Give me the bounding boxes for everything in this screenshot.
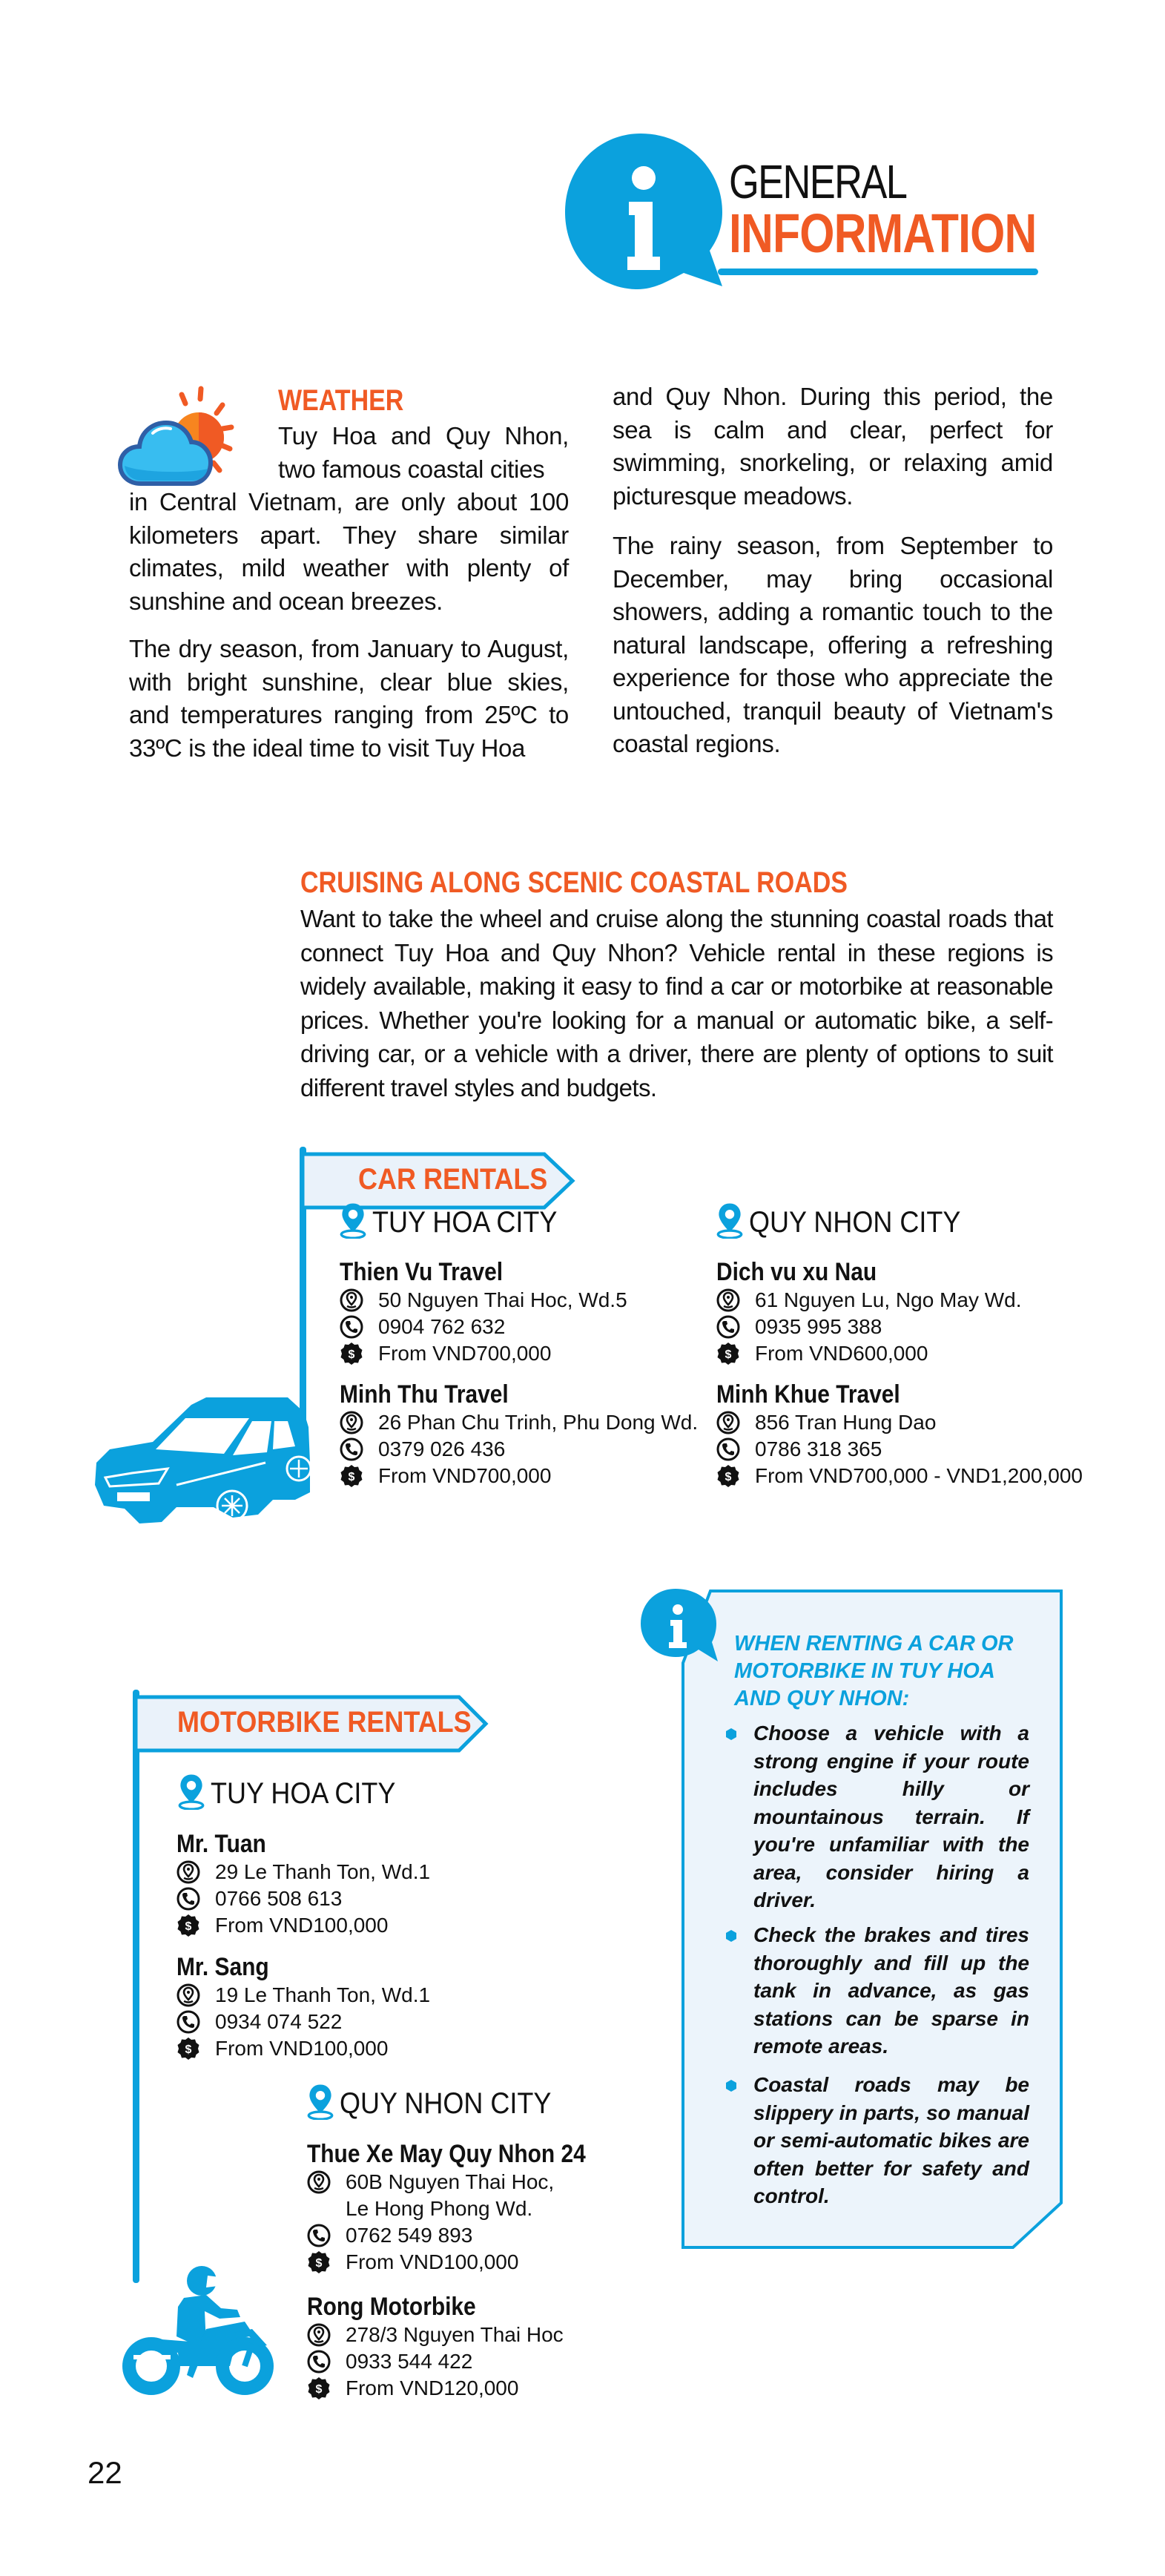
tip-item bbox=[725, 1719, 1029, 1914]
sun-behind-cloud-icon bbox=[111, 378, 260, 490]
city-name: QUY NHON CITY bbox=[340, 2087, 552, 2120]
address-text: 29 Le Thanh Ton, Wd.1 bbox=[215, 1860, 431, 1883]
address-row bbox=[340, 1409, 698, 1436]
phone-icon bbox=[307, 2350, 331, 2374]
address-row bbox=[176, 1859, 430, 1885]
address-pin-icon bbox=[716, 1411, 740, 1434]
motorbike-city-quy-nhon bbox=[307, 2083, 575, 2120]
info-speech-bubble-icon bbox=[635, 1583, 724, 1664]
phone-text[interactable]: 0379 026 436 bbox=[378, 1437, 506, 1460]
page-title-line1: GENERAL bbox=[729, 155, 907, 208]
tip-text: Coastal roads may be slippery in parts, so manual or semi-automatic bikes are often better for safety and control. bbox=[753, 2073, 1029, 2207]
business-entry bbox=[716, 1380, 1083, 1489]
phone-row bbox=[307, 2222, 624, 2249]
address-text: 61 Nguyen Lu, Ngo May Wd. bbox=[755, 1288, 1022, 1311]
weather-paragraph-dry-season: The dry season, from January to August, with bright sunshine, clear blue skies, and temperatures ranging from 25ºC to 33ºC is the ideal time to visit Tuy Hoa bbox=[129, 635, 569, 762]
tip-text: Check the brakes and tires thoroughly and fill up the tank in advance, as gas stations can be sparse in remote areas. bbox=[753, 1923, 1029, 2058]
tip-item bbox=[725, 2071, 1029, 2210]
price-text: From VND600,000 bbox=[755, 1342, 928, 1365]
cruising-heading: CRUISING ALONG SCENIC COASTAL ROADS bbox=[300, 866, 848, 899]
price-row bbox=[176, 2035, 430, 2062]
phone-row bbox=[716, 1314, 1022, 1340]
info-speech-bubble-icon bbox=[558, 125, 728, 295]
car-icon bbox=[88, 1381, 325, 1529]
location-pin-icon bbox=[340, 1202, 366, 1239]
location-pin-icon bbox=[307, 2083, 334, 2120]
phone-row bbox=[176, 1885, 430, 1912]
price-badge-icon bbox=[716, 1342, 740, 1366]
motorbike-rider-icon bbox=[119, 2262, 278, 2403]
cruising-paragraph: Want to take the wheel and cruise along the stunning coastal roads that connect Tuy Hoa and Quy Nhon? Vehicle rental in these regions is widely available, making it easy to find a car or motorbike at reasonable prices. Whether you're looking for a manual or automatic bike, a self-driving car, or a vehicle with a driver, there are plenty of options to suit different travel styles and budgets. bbox=[300, 905, 1053, 1101]
address-pin-icon bbox=[307, 2170, 331, 2194]
car-city-quy-nhon bbox=[716, 1202, 984, 1239]
business-entry bbox=[307, 2292, 564, 2402]
phone-icon bbox=[716, 1437, 740, 1461]
tips-heading: WHEN RENTING A CAR OR MOTORBIKE IN TUY HOA AND QUY NHON: bbox=[734, 1632, 1014, 1710]
price-row bbox=[716, 1463, 1083, 1489]
address-text: 50 Nguyen Thai Hoc, Wd.5 bbox=[378, 1288, 627, 1311]
weather-paragraph-intro: Tuy Hoa and Quy Nhon, two famous coastal cities bbox=[278, 422, 569, 483]
phone-text[interactable]: 0762 549 893 bbox=[346, 2224, 473, 2247]
weather-heading: WEATHER bbox=[278, 384, 404, 417]
business-name: Minh Khue Travel bbox=[716, 1380, 900, 1409]
address-text: 278/3 Nguyen Thai Hoc bbox=[346, 2323, 564, 2346]
tip-text: Choose a vehicle with a strong engine if your route includes hilly or mountainous terrain. If you're unfamiliar with the area, consider hiring a driver. bbox=[753, 1722, 1029, 1911]
address-text: 19 Le Thanh Ton, Wd.1 bbox=[215, 1983, 431, 2006]
price-badge-icon bbox=[176, 2037, 200, 2061]
business-entry bbox=[340, 1257, 627, 1367]
hexagon-bullet-icon bbox=[725, 2080, 737, 2092]
price-text: From VND700,000 - VND1,200,000 bbox=[755, 1464, 1083, 1487]
business-entry bbox=[176, 1829, 430, 1939]
weather-paragraph-rainy-season: The rainy season, from September to December, may bring occasional showers, adding a romantic touch to the natural landscape, offering a refreshing experience for those who appreciate the untouched, tranquil beauty of Vietnam's coastal regions. bbox=[613, 532, 1053, 757]
hexagon-bullet-icon bbox=[725, 1728, 737, 1740]
price-badge-icon bbox=[340, 1342, 363, 1366]
price-row bbox=[176, 1912, 430, 1939]
hexagon-bullet-icon bbox=[725, 1930, 737, 1942]
phone-text[interactable]: 0933 544 422 bbox=[346, 2350, 473, 2373]
location-pin-icon bbox=[178, 1773, 205, 1810]
location-pin-icon bbox=[716, 1202, 743, 1239]
city-name: TUY HOA CITY bbox=[372, 1206, 558, 1239]
address-pin-icon bbox=[716, 1288, 740, 1312]
address-row bbox=[340, 1287, 627, 1314]
phone-icon bbox=[716, 1315, 740, 1339]
business-name: Mr. Tuan bbox=[176, 1830, 266, 1858]
city-name: TUY HOA CITY bbox=[211, 1777, 396, 1810]
address-pin-icon bbox=[176, 1860, 200, 1884]
address-row bbox=[716, 1287, 1022, 1314]
phone-icon bbox=[176, 1887, 200, 1911]
phone-text[interactable]: 0766 508 613 bbox=[215, 1887, 343, 1910]
price-text: From VND700,000 bbox=[378, 1342, 552, 1365]
price-text: From VND120,000 bbox=[346, 2376, 519, 2399]
price-row bbox=[307, 2375, 564, 2402]
phone-icon bbox=[340, 1437, 363, 1461]
business-name: Mr. Sang bbox=[176, 1953, 269, 1981]
price-text: From VND100,000 bbox=[215, 2037, 389, 2060]
weather-paragraph-dry-season-cont: and Quy Nhon. During this period, the sea is calm and clear, perfect for swimming, snorkeling, or relaxing amid picturesque meadows. bbox=[613, 383, 1053, 510]
address-pin-icon bbox=[307, 2323, 331, 2347]
weather-paragraph-intro-cont: in Central Vietnam, are only about 100 kilometers apart. They share similar climates, mild weather with plenty of sunshine and ocean breezes. bbox=[129, 488, 569, 615]
business-name: Rong Motorbike bbox=[307, 2293, 476, 2321]
price-badge-icon bbox=[307, 2250, 331, 2274]
address-text: 60B Nguyen Thai Hoc, Le Hong Phong Wd. bbox=[346, 2170, 555, 2220]
price-badge-icon bbox=[716, 1464, 740, 1488]
car-rentals-label: CAR RENTALS bbox=[358, 1163, 548, 1196]
price-badge-icon bbox=[176, 1914, 200, 1937]
phone-row bbox=[307, 2348, 564, 2375]
business-entry bbox=[307, 2139, 624, 2276]
business-entry bbox=[716, 1257, 1022, 1367]
address-pin-icon bbox=[340, 1288, 363, 1312]
price-row bbox=[716, 1340, 1022, 1367]
car-city-tuy-hoa bbox=[340, 1202, 578, 1239]
title-underline bbox=[718, 269, 1038, 275]
phone-row bbox=[176, 2009, 430, 2035]
price-badge-icon bbox=[307, 2376, 331, 2400]
phone-text[interactable]: 0904 762 632 bbox=[378, 1315, 506, 1338]
price-row bbox=[307, 2249, 624, 2276]
address-text: 856 Tran Hung Dao bbox=[755, 1411, 937, 1434]
business-name: Thien Vu Travel bbox=[340, 1258, 504, 1286]
business-name: Thue Xe May Quy Nhon 24 bbox=[307, 2140, 586, 2168]
motorbike-rentals-sign bbox=[136, 1695, 490, 1753]
price-text: From VND700,000 bbox=[378, 1464, 552, 1487]
page-number: 22 bbox=[88, 2455, 122, 2490]
price-text: From VND100,000 bbox=[346, 2250, 519, 2273]
phone-row bbox=[340, 1314, 627, 1340]
phone-icon bbox=[176, 2010, 200, 2034]
address-row bbox=[307, 2322, 564, 2348]
phone-text[interactable]: 0934 074 522 bbox=[215, 2010, 343, 2033]
page-title-line2: INFORMATION bbox=[729, 202, 1037, 264]
motorbike-city-tuy-hoa bbox=[178, 1773, 416, 1810]
phone-icon bbox=[340, 1315, 363, 1339]
phone-row bbox=[716, 1436, 1083, 1463]
city-name: QUY NHON CITY bbox=[749, 1206, 961, 1239]
motorbike-rentals-label: MOTORBIKE RENTALS bbox=[177, 1706, 472, 1739]
phone-text[interactable]: 0786 318 365 bbox=[755, 1437, 882, 1460]
address-pin-icon bbox=[176, 1983, 200, 2007]
address-text: 26 Phan Chu Trinh, Phu Dong Wd. bbox=[378, 1411, 699, 1434]
business-entry bbox=[176, 1952, 430, 2062]
business-name: Minh Thu Travel bbox=[340, 1380, 509, 1409]
price-text: From VND100,000 bbox=[215, 1914, 389, 1937]
tip-item bbox=[725, 1921, 1029, 2061]
business-name: Dich vu xu Nau bbox=[716, 1258, 877, 1286]
phone-text[interactable]: 0935 995 388 bbox=[755, 1315, 882, 1338]
address-pin-icon bbox=[340, 1411, 363, 1434]
motorbike-sign-pole bbox=[133, 1690, 139, 2283]
phone-icon bbox=[307, 2224, 331, 2247]
price-badge-icon bbox=[340, 1464, 363, 1488]
address-row bbox=[307, 2169, 624, 2222]
price-row bbox=[340, 1463, 698, 1489]
price-row bbox=[340, 1340, 627, 1367]
phone-row bbox=[340, 1436, 698, 1463]
address-row bbox=[716, 1409, 1083, 1436]
address-row bbox=[176, 1982, 430, 2009]
business-entry bbox=[340, 1380, 698, 1489]
